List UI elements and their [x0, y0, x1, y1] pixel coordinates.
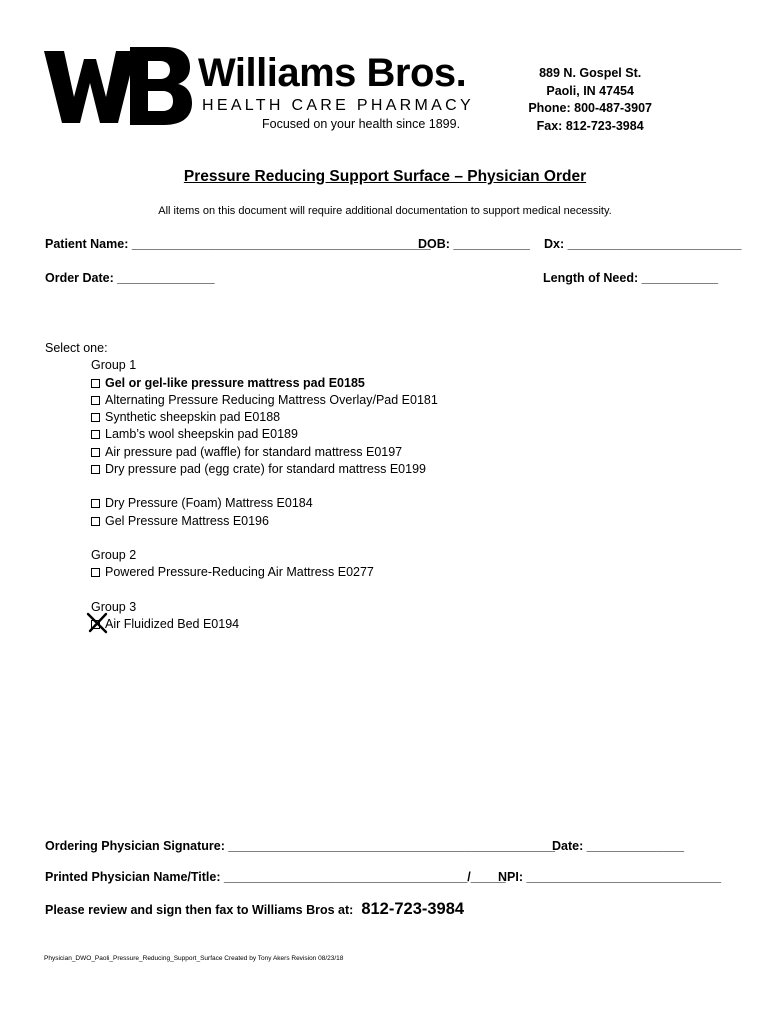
dob-field[interactable]: DOB: ___________ — [418, 237, 530, 251]
option-e0188[interactable]: Synthetic sheepskin pad E0188 — [45, 409, 438, 426]
fax-instruction — [45, 900, 464, 919]
pharmacy-address — [528, 65, 652, 135]
printed-name-field[interactable]: Printed Physician Name/Title: ___________________________________/_____ — [45, 870, 506, 884]
check-x-mark-icon — [86, 612, 108, 634]
npi-field[interactable]: NPI: ____________________________ — [498, 870, 722, 884]
wb-logo-mark — [44, 45, 192, 125]
address-phone: Phone: 800-487-3907 — [528, 101, 652, 115]
options-list — [45, 340, 438, 633]
signature-date-field[interactable]: Date: ______________ — [552, 839, 685, 853]
checkbox[interactable] — [91, 379, 100, 388]
option-e0181[interactable]: Alternating Pressure Reducing Mattress Overlay/Pad E0181 — [45, 392, 438, 409]
length-of-need-field[interactable]: Length of Need: ___________ — [543, 271, 719, 285]
checkbox[interactable] — [91, 396, 100, 405]
brand-tagline: Focused on your health since 1899. — [262, 117, 461, 131]
group2-label: Group 2 — [91, 547, 137, 562]
option-e0277[interactable]: Powered Pressure-Reducing Air Mattress E0277 — [45, 564, 438, 581]
footer-note: Physician_DWO_Paoli_Pressure_Reducing_Support_Surface Created by Tony Akers Revision 08/23/18 — [44, 955, 344, 962]
checkbox[interactable] — [91, 430, 100, 439]
order-date-field[interactable]: Order Date: ______________ — [45, 271, 215, 285]
page-subtitle: All items on this document will require additional documentation to support medical necessity. — [158, 205, 612, 217]
option-e0199[interactable]: Dry pressure pad (egg crate) for standard mattress E0199 — [45, 461, 438, 478]
brand-subtitle: HEALTH CARE PHARMACY — [202, 97, 474, 114]
page-title: Pressure Reducing Support Surface – Physician Order — [183, 168, 587, 185]
option-e0194[interactable]: Air Fluidized Bed E0194 — [45, 616, 438, 633]
address-fax: Fax: 812-723-3984 — [536, 118, 644, 133]
checkbox[interactable] — [91, 568, 100, 577]
fax-number: 812-723-3984 — [361, 900, 465, 918]
pharmacy-logo — [44, 45, 474, 135]
checkbox[interactable] — [91, 448, 100, 457]
address-city: Paoli, IN 47454 — [546, 83, 634, 98]
group3-label: Group 3 — [91, 599, 137, 614]
group1-label: Group 1 — [91, 358, 137, 373]
brand-name: Williams Bros. — [198, 51, 467, 95]
address-street: 889 N. Gospel St. — [539, 66, 642, 80]
checkbox[interactable] — [91, 413, 100, 422]
checkbox[interactable] — [91, 465, 100, 474]
option-e0197[interactable]: Air pressure pad (waffle) for standard mattress E0197 — [45, 444, 438, 461]
checkbox[interactable] — [91, 499, 100, 508]
option-e0196[interactable]: Gel Pressure Mattress E0196 — [45, 513, 438, 530]
option-e0185[interactable]: Gel or gel-like pressure mattress pad E0185 — [45, 375, 438, 392]
review-text: Please review and sign then fax to Williams Bros at: — [45, 903, 354, 917]
option-e0189[interactable]: Lamb’s wool sheepskin pad E0189 — [45, 426, 438, 443]
select-one-label: Select one: — [45, 341, 108, 355]
checkbox[interactable] — [91, 517, 100, 526]
option-e0184[interactable]: Dry Pressure (Foam) Mattress E0184 — [45, 495, 438, 512]
ordering-signature-field[interactable]: Ordering Physician Signature: _______________________________________________ — [45, 839, 556, 853]
dx-field[interactable]: Dx: _________________________ — [544, 237, 742, 251]
patient-name-field[interactable]: Patient Name: ___________________________________________ — [45, 237, 431, 251]
